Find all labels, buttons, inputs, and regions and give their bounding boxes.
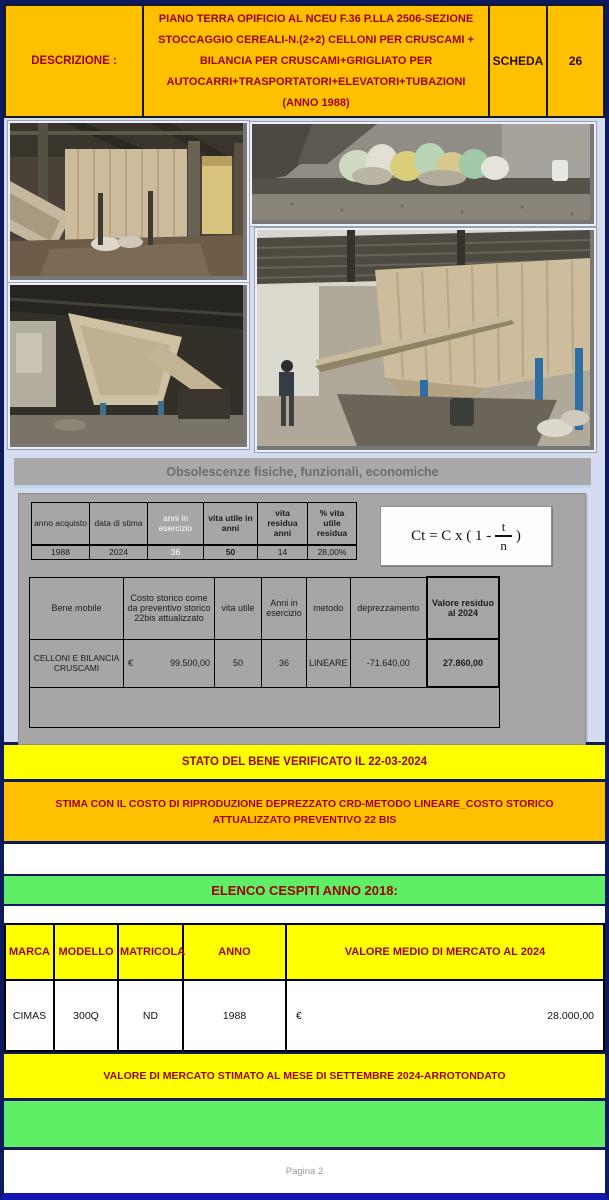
scheda-label: SCHEDA xyxy=(490,6,548,116)
header-modello: MODELLO xyxy=(54,924,118,980)
silo-hopper-side-illustration xyxy=(10,285,243,443)
value-vita-residua: 14 xyxy=(258,545,308,560)
formula-lhs: Ct = C x ( 1 - xyxy=(411,527,492,544)
header-vita-utile: vita utile xyxy=(215,577,262,639)
header-matricola: MATRICOLA xyxy=(118,924,183,980)
feed-bags-pile-illustration xyxy=(252,124,590,220)
header-anni-in-esercizio: anni in esercizio xyxy=(148,503,204,545)
stima-metodo-banner: STIMA CON IL COSTO DI RIPRODUZIONE DEPREZZATO CRD-METODO LINEARE_COSTO STORICO ATTUALIZZATO PREVENTIVO 22 BIS xyxy=(4,782,605,844)
value-anno-acquisto: 1988 xyxy=(32,545,90,560)
value-bene-mobile: CELLONI E BILANCIA CRUSCAMI xyxy=(30,639,124,687)
white-spacer xyxy=(4,906,605,923)
table-value-row xyxy=(30,639,500,687)
header-anni-esercizio: Anni in esercizio xyxy=(262,577,307,639)
formula-numerator: t xyxy=(501,519,506,535)
header-vita-utile: vita utile in anni xyxy=(204,503,258,545)
value-vita-utile: 50 xyxy=(204,545,258,560)
silo-wide-view-illustration xyxy=(257,230,590,446)
valore-mercato-banner: VALORE DI MERCATO STIMATO AL MESE DI SETTEMBRE 2024-ARROTONDATO xyxy=(4,1052,605,1101)
elenco-cespiti-banner: ELENCO CESPITI ANNO 2018: xyxy=(4,874,605,906)
silo-hopper-side-photo xyxy=(8,283,249,449)
currency-symbol: € xyxy=(128,658,134,668)
description-header-table xyxy=(4,4,605,118)
header-marca: MARCA xyxy=(5,924,54,980)
header-bene-mobile: Bene mobile xyxy=(30,577,124,639)
formula-rhs: ) xyxy=(515,527,521,544)
value-anno: 1988 xyxy=(183,980,286,1051)
costo-amount: 99.500,00 xyxy=(169,658,210,668)
scheda-number: 26 xyxy=(568,54,583,68)
value-deprezzamento: -71.640,00 xyxy=(350,639,427,687)
value-marca: CIMAS xyxy=(5,980,54,1051)
obsolescence-parameters-table xyxy=(31,502,357,560)
empty-green-banner xyxy=(4,1101,605,1150)
table-header-row xyxy=(30,577,500,639)
header-data-di-stima: data di stima xyxy=(90,503,148,545)
silo-wide-view-with-person-photo xyxy=(255,228,596,452)
photos-and-analysis-zone xyxy=(4,118,605,745)
value-metodo: LINEARE xyxy=(307,639,351,687)
value-valore-residuo: 27.860,00 xyxy=(427,639,499,687)
table-empty-row xyxy=(30,687,500,727)
value-modello: 300Q xyxy=(54,980,118,1051)
table-header-row xyxy=(5,924,604,980)
empty-cell xyxy=(30,687,500,727)
value-anni-in-esercizio: 36 xyxy=(148,545,204,560)
obsolescence-panel xyxy=(18,493,586,745)
white-spacer xyxy=(4,844,605,874)
lower-summary-zone xyxy=(4,745,605,1193)
currency-symbol: € xyxy=(296,1009,302,1022)
header-metodo: metodo xyxy=(307,577,351,639)
valore-amount: 28.000,00 xyxy=(547,1009,594,1022)
formula-denominator: n xyxy=(500,537,507,553)
asset-depreciation-table xyxy=(29,576,500,728)
value-vita-utile: 50 xyxy=(215,639,262,687)
value-data-di-stima: 2024 xyxy=(90,545,148,560)
header-valore-residuo: Valore residuo al 2024 xyxy=(427,577,499,639)
page-number-label: Pagina 2 xyxy=(285,1166,324,1177)
header-deprezzamento: deprezzamento xyxy=(350,577,427,639)
value-costo-storico xyxy=(124,639,215,687)
header-costo-storico: Costo storico come da preventivo storico 22bis attualizzato xyxy=(124,577,215,639)
formula-fraction xyxy=(495,520,512,552)
descrizione-label: DESCRIZIONE : xyxy=(6,6,144,116)
stato-bene-banner: STATO DEL BENE VERIFICATO IL 22-03-2024 xyxy=(4,745,605,782)
table-header-row xyxy=(32,503,357,545)
header-anno-acquisto: anno acquisto xyxy=(32,503,90,545)
table-value-row xyxy=(5,980,604,1051)
value-valore-medio xyxy=(286,980,604,1051)
page-footer xyxy=(4,1150,605,1193)
depreciation-formula xyxy=(380,506,552,566)
header-valore-medio: VALORE MEDIO DI MERCATO AL 2024 xyxy=(286,924,604,980)
value-anni-esercizio: 36 xyxy=(262,639,307,687)
header-vita-residua: vita residua anni xyxy=(258,503,308,545)
silo-interior-front-illustration xyxy=(10,123,243,276)
market-value-table xyxy=(4,923,605,1052)
silo-interior-front-photo xyxy=(8,121,249,282)
header-anno: ANNO xyxy=(183,924,286,980)
feed-bags-pile-photo xyxy=(250,122,596,226)
value-matricola: ND xyxy=(118,980,183,1051)
asset-description-text: PIANO TERRA OPIFICIO AL NCEU F.36 P.LLA 2506-SEZIONE STOCCAGGIO CEREALI-N.(2+2) CELLONI PER CRUSCAMI + BILANCIA PER CRUSCAMI+GRIGLIATO PER AUTOCARRI+TRASPORTATORI+ELEVATORI+TUBAZIONI (ANNO 1988) xyxy=(144,6,490,116)
header-pct-vita-residua: % vita utile residua xyxy=(308,503,357,545)
value-pct-vita-residua: 28,00% xyxy=(308,545,357,560)
obsolescence-section-title: Obsolescenze fisiche, funzionali, economiche xyxy=(14,458,591,488)
table-value-row xyxy=(32,545,357,560)
